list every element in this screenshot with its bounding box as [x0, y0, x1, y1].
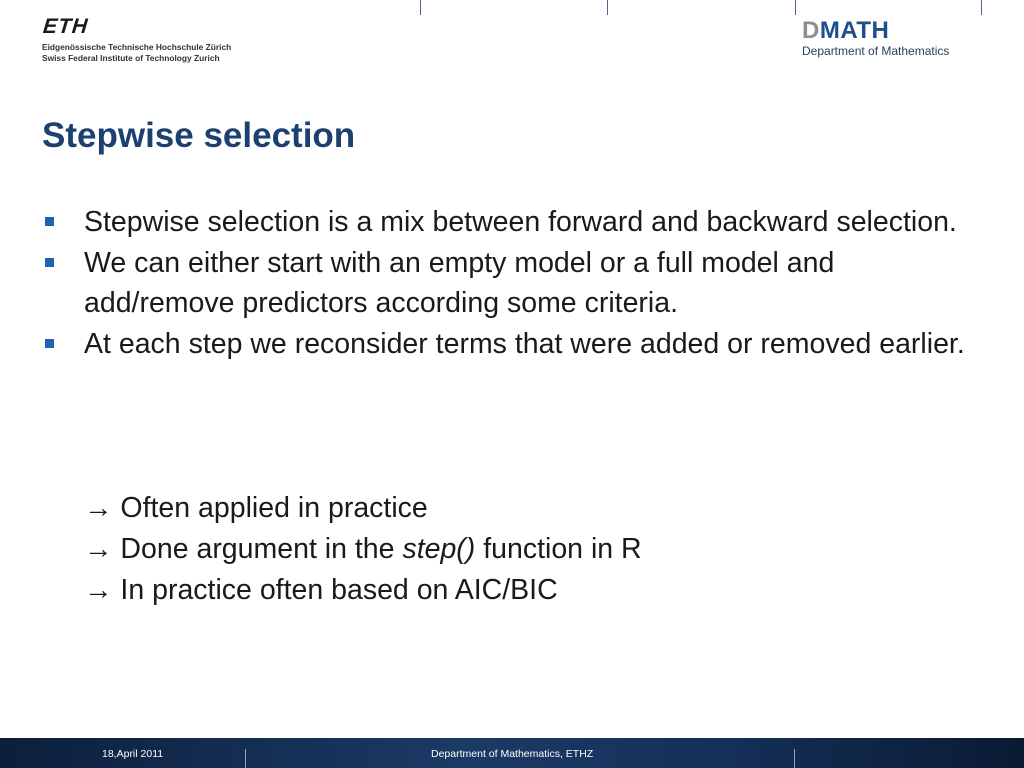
note-text: → Often applied in practice — [84, 492, 428, 524]
bullet-text: Stepwise selection is a mix between forward and backward selection. — [84, 206, 957, 238]
bullet-text: At each step we reconsider terms that were added or removed earlier. — [84, 327, 965, 360]
eth-logo — [42, 16, 242, 63]
note-item — [84, 570, 642, 611]
dmath-logo-subtitle: Department of Mathematics — [802, 44, 950, 58]
square-bullet-icon — [45, 258, 54, 267]
note-text: → In practice often based on AIC/BIC — [84, 574, 558, 606]
eth-logo-line2: Swiss Federal Institute of Technology Zurich — [42, 52, 220, 63]
slide-title: Stepwise selection — [42, 116, 356, 155]
note-item — [84, 488, 642, 529]
header-tick — [420, 0, 421, 15]
bullet-item — [42, 202, 992, 243]
bullet-list — [42, 202, 992, 364]
dmath-logo-math: MATH — [819, 17, 890, 44]
footer-separator — [794, 749, 795, 768]
header-tick — [607, 0, 608, 15]
square-bullet-icon — [45, 217, 54, 226]
note-item — [84, 529, 642, 570]
note-code-emphasis: step() — [402, 533, 476, 565]
bullet-item — [42, 324, 992, 365]
note-list — [84, 488, 642, 611]
note-text: → Done argument in the — [84, 533, 403, 565]
bullet-item — [42, 243, 992, 324]
square-bullet-icon — [45, 339, 54, 348]
dmath-logo — [802, 18, 982, 58]
dmath-logo-word — [802, 18, 982, 44]
header-tick — [981, 0, 982, 15]
header-tick — [795, 0, 796, 15]
footer-bar — [0, 738, 1024, 768]
footer-separator — [245, 749, 246, 768]
footer-date: 18,April 2011 — [102, 748, 164, 760]
eth-logo-line1: Eidgenössische Technische Hochschule Zürich — [42, 42, 232, 52]
bullet-text: We can either start with an empty model or a full model and add/remove predictors according some criteria. — [84, 246, 835, 319]
note-text-suffix: function in R — [475, 533, 642, 565]
footer-department: Department of Mathematics, ETHZ — [431, 748, 594, 760]
eth-logo-word: ETH — [42, 15, 90, 38]
dmath-logo-d: D — [802, 17, 820, 44]
